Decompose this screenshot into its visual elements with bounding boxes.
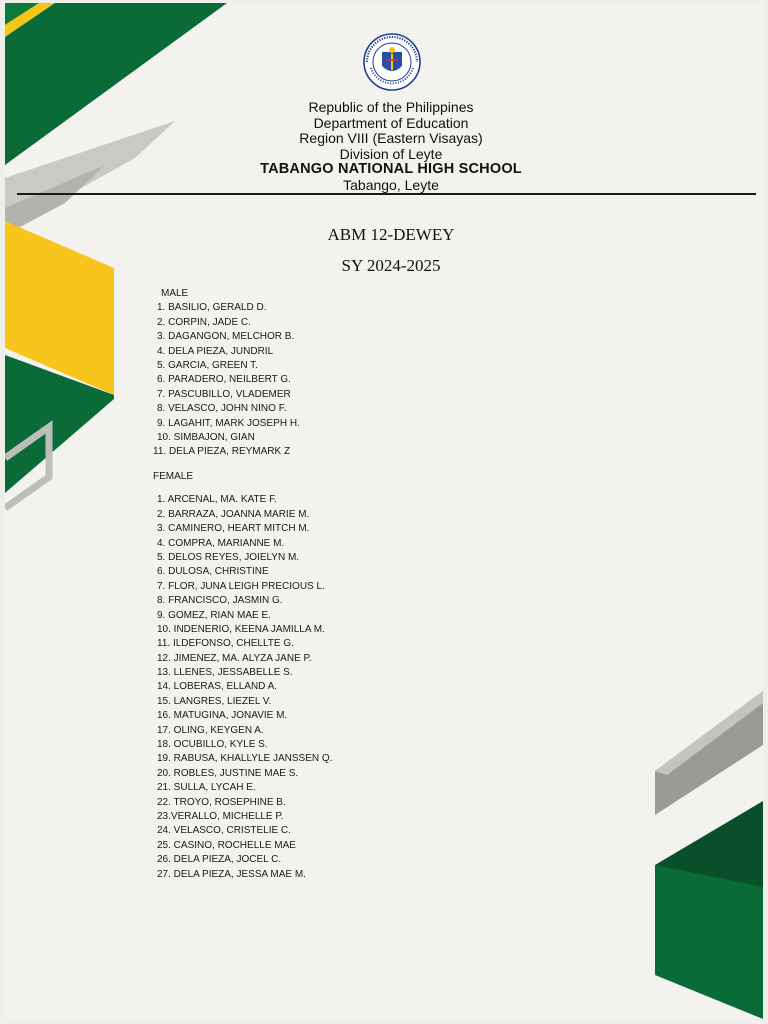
list-item: 10. INDENERIO, KEENA JAMILLA M. bbox=[157, 623, 325, 635]
list-item: 14. LOBERAS, ELLAND A. bbox=[157, 681, 278, 693]
department-line: Department of Education bbox=[313, 114, 469, 131]
list-item: 7. PASCUBILLO, VLADEMER bbox=[157, 388, 291, 400]
list-item: 7. FLOR, JUNA LEIGH PRECIOUS L. bbox=[157, 580, 325, 592]
list-item: 25. CASINO, ROCHELLE MAE bbox=[157, 839, 296, 851]
list-item: 3. CAMINERO, HEART MITCH M. bbox=[157, 523, 310, 535]
list-item: 9. GOMEZ, RIAN MAE E. bbox=[157, 609, 271, 621]
list-item: 10. SIMBAJON, GIAN bbox=[157, 431, 255, 443]
list-item: 3. DAGANGON, MELCHOR B. bbox=[157, 331, 295, 343]
list-item: 17. OLING, KEYGEN A. bbox=[157, 724, 264, 736]
list-item: 21. SULLA, LYCAH E. bbox=[157, 782, 256, 794]
list-item: 11. DELA PIEZA, REYMARK Z bbox=[153, 446, 291, 458]
school-year: SY 2024-2025 bbox=[341, 256, 441, 275]
section-title: ABM 12-DEWEY bbox=[327, 225, 455, 244]
list-item: 6. DULOSA, CHRISTINE bbox=[157, 566, 269, 578]
list-item: 5. GARCIA, GREEN T. bbox=[157, 359, 258, 371]
list-item: 27. DELA PIEZA, JESSA MAE M. bbox=[157, 868, 306, 880]
list-item: 2. CORPIN, JADE C. bbox=[157, 316, 251, 328]
list-item: 20. ROBLES, JUSTINE MAE S. bbox=[157, 767, 299, 779]
division-line: Division of Leyte bbox=[339, 145, 443, 162]
list-item: 1. BASILIO, GERALD D. bbox=[157, 302, 267, 314]
deped-seal-icon bbox=[362, 32, 422, 92]
school-address: Tabango, Leyte bbox=[343, 176, 439, 193]
list-item: 4. COMPRA, MARIANNE M. bbox=[157, 537, 285, 549]
female-heading: FEMALE bbox=[153, 471, 194, 482]
list-item: 15. LANGRES, LIEZEL V. bbox=[157, 695, 272, 707]
list-item: 2. BARRAZA, JOANNA MARIE M. bbox=[157, 508, 310, 520]
female-list bbox=[151, 470, 332, 882]
list-item: 6. PARADERO, NEILBERT G. bbox=[157, 374, 291, 386]
list-item: 5. DELOS REYES, JOIELYN M. bbox=[157, 551, 300, 563]
document-page bbox=[5, 3, 763, 1019]
list-item: 8. VELASCO, JOHN NINO F. bbox=[157, 403, 287, 415]
list-item: 22. TROYO, ROSEPHINE B. bbox=[157, 796, 286, 808]
list-item: 13. LLENES, JESSABELLE S. bbox=[157, 667, 293, 679]
list-item: 16. MATUGINA, JONAVIE M. bbox=[157, 710, 288, 722]
green-block-bottom-right bbox=[655, 865, 763, 1019]
list-item: 18. OCUBILLO, KYLE S. bbox=[157, 739, 268, 751]
region-line: Region VIII (Eastern Visayas) bbox=[299, 130, 483, 146]
list-item: 8. FRANCISCO, JASMIN G. bbox=[157, 595, 283, 607]
list-item: 12. JIMENEZ, MA. ALYZA JANE P. bbox=[157, 652, 312, 664]
list-item: 1. ARCENAL, MA. KATE F. bbox=[157, 494, 277, 506]
male-list bbox=[151, 287, 300, 460]
list-item: 26. DELA PIEZA, JOCEL C. bbox=[157, 854, 282, 866]
male-heading: MALE bbox=[161, 288, 189, 299]
list-item: 9. LAGAHIT, MARK JOSEPH H. bbox=[157, 417, 300, 429]
list-item: 4. DELA PIEZA, JUNDRIL bbox=[157, 345, 274, 357]
list-item: 24. VELASCO, CRISTELIE C. bbox=[157, 825, 291, 837]
list-item: 19. RABUSA, KHALLYLE JANSSEN Q. bbox=[157, 753, 333, 765]
list-item: 11. ILDEFONSO, CHELLTE G. bbox=[157, 638, 294, 650]
list-item: 23.VERALLO, MICHELLE P. bbox=[157, 810, 284, 822]
school-name: TABANGO NATIONAL HIGH SCHOOL bbox=[260, 161, 522, 177]
republic-line: Republic of the Philippines bbox=[308, 99, 474, 115]
header-divider bbox=[17, 193, 756, 195]
letterhead bbox=[5, 100, 763, 193]
